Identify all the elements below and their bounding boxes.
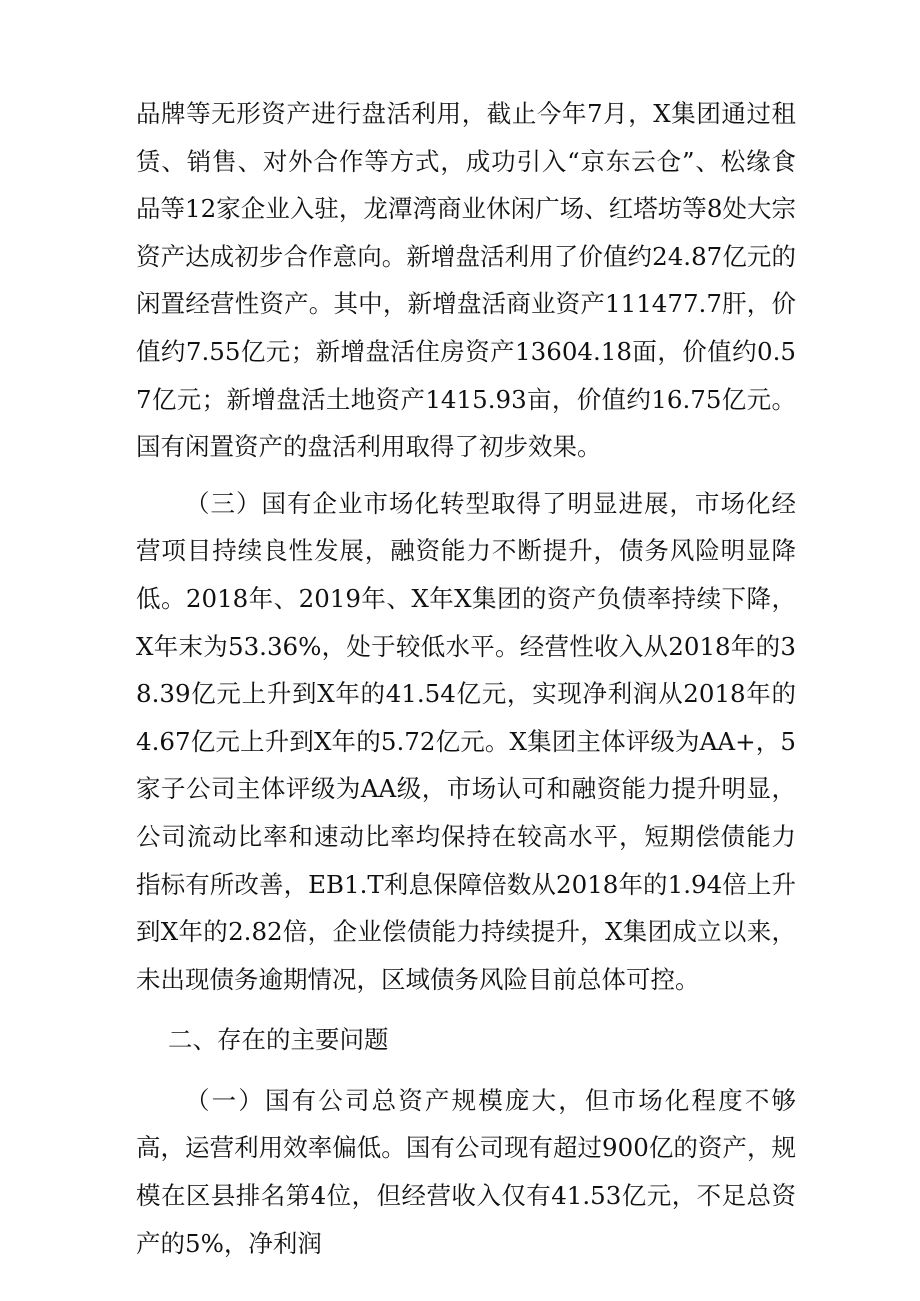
paragraph-asset-scale-problem: （一）国有公司总资产规模庞大，但市场化程度不够高，运营利用效率偏低。国有公司现有超过900亿的资产，规模在区县排名第4位，但经营收入仅有41.53亿元，不足总资产的5%，净利润 — [136, 1085, 796, 1258]
paragraph-gap — [136, 471, 796, 480]
document-body — [136, 90, 796, 1267]
paragraph-gap — [136, 1064, 796, 1077]
paragraph-gap — [136, 1003, 796, 1016]
paragraph-market-transformation: （三）国有企业市场化转型取得了明显进展，市场化经营项目持续良性发展，融资能力不断提升，债务风险明显降低。2018年、2019年、X年X集团的资产负债率持续下降，X年末为53.36%，处于较低水平。经营性收入从2018年的38.39亿元上升到X年的41.54亿元，实现净利润从2018年的4.67亿元上升到X年的5.72亿元。X集团主体评级为AA+，5家子公司主体评级为AA级，市场认可和融资能力提升明显，公司流动比率和速动比率均保持在较高水平，短期偿债能力指标有所改善，EB1.T利息保障倍数从2018年的1.94倍上升到X年的2.82倍，企业偿债能力持续提升，X集团成立以来，未出现债务逾期情况，区域债务风险目前总体可控。 — [136, 488, 796, 994]
section-heading-main-problems: 二、存在的主要问题 — [168, 1025, 389, 1055]
paragraph-asset-revitalization: 品牌等无形资产进行盘活利用，截止今年7月，X集团通过租赁、销售、对外合作等方式，成功引入“京东云仓”、松缘食品等12家企业入驻，龙潭湾商业休闲广场、红塔坊等8处大宗资产达成初步合作意向。新增盘活利用了价值约24.87亿元的闲置经营性资产。其中，新增盘活商业资产111477.7肝，价值约7.55亿元；新增盘活住房资产13604.18面，价值约0.57亿元；新增盘活土地资产1415.93亩，价值约16.75亿元。国有闲置资产的盘活利用取得了初步效果。 — [136, 99, 796, 462]
